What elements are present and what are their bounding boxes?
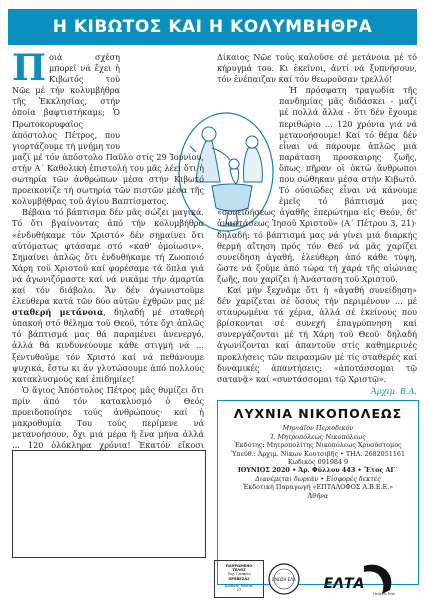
pub-line: Μηνιαῖον Περιοδικόν (282, 424, 354, 433)
paragraph-text: Βέβαια τό βάπτισμα δέν μᾶς σώζει μαγικά. Τό ὅτι βγαίνοντας ἀπό τήν κολυμβήθρα «ἐνδυθήκαμε τόν Χριστό» δέν σημαίνει ὅτι αὐτόματως φτάσαμε στό «καθ' ὁμοίωσιν». Σημαίνει ἁπλῶς ὅτι ἐνδυθήκαμε τή Ζωοποιό Χάρη τοῦ Χριστοῦ καί φορέσαμε τά ὅπλα γιά νά ἀγωνιζόμαστε καί νά νικᾶμε τήν ἁμαρτία καί τόν διάβολο. Ἄν δέν ἀγωνιστοῦμε ἐλεύθερα κατά τῶν δύο αὐτῶν ἐχθρῶν μας μέ (12, 207, 204, 307)
publication-name: ΛΥΧΝΙΑ ΝΙΚΟΠΟΛΕΩΣ (233, 406, 403, 421)
paragraph-text: Δίκαιος Νῶε τούς καλοῦσε σέ μετάνοια μέ τό κήρυγμά του. Κι ἐκεῖνοι, ἀντί νά ξυπνήσουν, τόν ἐνέπαιζαν καί τόν θεωροῦσαν τρελλό! (217, 52, 417, 85)
paragraph (217, 52, 417, 85)
paragraph: Ὁ ἅγιος Ἀπόστολος Πέτρος μᾶς θυμίζει ὅτι πρίν ἀπό τόν κατακλυσμό ὁ Θεός προειδοποίησε τούς ἀνθρώπους· καί ἡ μακροθυμία Του τούς περίμενε νά μετανοήσουν, ὄχι μιά μέρα ἢ ἕνα μήνα ἀλλά … 120 ὁλόκληρα χρόνια! Ἑκατόν εἴκοσι (12, 384, 204, 451)
pub-line: Ἐκδοτική Παραγωγή «ΕΠΤΑΛΟΦΟΣ Α.Β.Ε.Ε.» (242, 483, 394, 492)
illustration-space (217, 85, 279, 205)
elta-subtext: Hellenic Post (373, 592, 395, 596)
pub-issue: ΙΟΥΝΙΟΣ 2020 • Ἀρ. Φύλλου 443 • Ἔτος ΑΓ΄ (237, 466, 399, 475)
footer-logos (236, 562, 406, 596)
drop-cap: Π (12, 47, 46, 89)
paragraph (12, 47, 204, 207)
paragraph (217, 85, 417, 285)
postage-line: Ταχ. Γραφείο (227, 572, 251, 577)
elta-bird-icon (364, 565, 391, 594)
paragraph-text: , δηλαδή μέ σταθερή ὑπακοή στό θέλημα τοῦ Θεοῦ, τότε ὄχι ἁπλῶς τό βάπτισμά μας θά παραμένει ἀνενεργό, ἀλλά θά κινδυνεύουμε κάθε στιγμή νά … ξεντυθοῦμε τόν Χριστό καί νά πεθάνουμε ψυχικά, ἔστω κι ἄν γλυτώσουμε ἀπό πολλούς κατακλυσμούς καί ἐπιδημίες! (12, 307, 204, 384)
article-right-column (217, 52, 417, 396)
pub-line: Ἐκδότης: Μητροπολίτης Νικοπόλεως Χρυσόστομος (234, 441, 402, 450)
postage-line: ΤΕΛΟΣ (232, 568, 246, 573)
pub-line: Ἀθῆνα (307, 491, 329, 500)
address-box (12, 450, 206, 558)
paragraph-text: Ἡ πρόσφατη τραγωδία τῆς πανδημίας μᾶς διδάσκει - μαζί μέ πολλά ἄλλα - ὅτι δέν ἔχουμε περιθώριο … 120 χρόνια γιά νά μετανοήσουμε! Καί τό θέμα δέν εἶναι νά πάρουμε ἁπλῶς μιά παράταση προσκαιρης ζωῆς, ὅπως πῆραν οἱ ὀκτώ ἄνθρωποι που σώθηκαν μέσα στήν Κιβωτό. Τό οὐσιῶδες εἶναι νά κάνουμε ἐμεῖς τό βάπτισμά μας «συνειδήσεως ἀγαθῆς ἐπερώτημα εἰς Θεόν, δι' ἀναστάσεως Ἰησοῦ Χριστοῦ» (Α΄ Πέτρου 3, 21)· δηλαδή: τό βάπτισμά μας νά γίνει μιά διαρκής θερμή αἴτηση πρός τόν Θεό νά μᾶς χαρίζει συνείδηση ἀγαθή, ἐλεύθερη ἀπό κάθε τύψη, ὥστε νά ζοῦμε ἀπό τώρα τή χαρά τῆς αἰώνιας ζωῆς, που χαρίζει ἡ Ἀνάσταση τοῦ Χριστοῦ. (217, 85, 417, 284)
emphasis-text: σταθερή μετάνοια (12, 307, 104, 318)
pub-line: Ἱ. Μητροπόλεως Νικοπόλεως (270, 432, 366, 441)
round-logo-text: ΕΝΩΣΗ ΕΛΛ (272, 577, 296, 582)
pub-line: Διανέμεται δωρεάν • Εἰσφορές δεκτές (255, 474, 381, 483)
postage-line: ΠΛΗΡΩΜΕΝΟ (225, 564, 253, 568)
postage-line: 27 (236, 588, 242, 593)
paragraph-text: οιά σχέση μπορεῖ νά ἔχει ἡ Κιβωτός τοῦ Νῶε μέ τήν κολυμβήθρα τῆς Ἐκκλησίας, στήν ὁποία βαφτιστήκαμε; Ὁ Πρωτοκορυφαῖος ἀπόστολος Πέτρος, που γιορτάζουμε τή μνήμη του μαζί μέ τόν ἀπόστολο Παῦλο στίς 29 Ἰουνίου, στήν Α΄ Καθολική ἐπιστολή του μᾶς λέει ὅτι ἡ σωτηρία τῶν ἀνθρώπων μέσα στήν Κιβωτό προεικονίζε τή σωτηρία τῶν πιστῶν μέσα τῆς κολυμβήθρας τοῦ ἁγίου Βαπτίσματος. (12, 52, 204, 207)
author-signature: Ἀρχιμ. Β.Λ. (370, 385, 417, 396)
paragraph (12, 207, 204, 385)
postage-line: ΠΡΕΒΕΖΑΣ (228, 576, 250, 581)
illustration-space (120, 52, 204, 148)
pub-line: Κωδικός 091984 9 (287, 458, 349, 467)
paragraph: Καί μήν ξεχνᾶμε ὅτι ἡ «ἀγαθή συνείδηση» δέν χαρίζεται σέ ὅσους τήν περιμένουν … μέ σταυρωμένα τά χέρια, ἀλλά σέ ἐκείνους που βρίσκονται σέ συνεχή ἐπαγρύπνηση καί συνεργάζονται μέ τή Χάρη τοῦ Θεοῦ· δηλαδή ἀγωνίζονται καί ἀπαντοῦν στίς καθημερινές προκλήσεις τῶν πειρασμῶν μέ τίς σταθερές καί δυναμικές ἀπαντήσεις: «ἀποτάσσομαι τῷ σατανᾷ» καί «συντάσσομαι τῷ Χριστῷ». (217, 284, 417, 384)
elta-logo-text: ΕΛΤΑ (323, 576, 365, 592)
pub-line: Ὑπεύθ.: Ἀρχιμ. Νίκων Κουτσιβῆς • ΤΗΛ. 2682051161 (230, 449, 406, 458)
publication-info (217, 400, 419, 585)
page-title: Η ΚΙΒΩΤΟΣ ΚΑΙ Η ΚΟΛΥΜΒΗΘΡΑ (8, 9, 417, 45)
postage-line: Ἀριθμός Ἀδείας (224, 583, 254, 588)
